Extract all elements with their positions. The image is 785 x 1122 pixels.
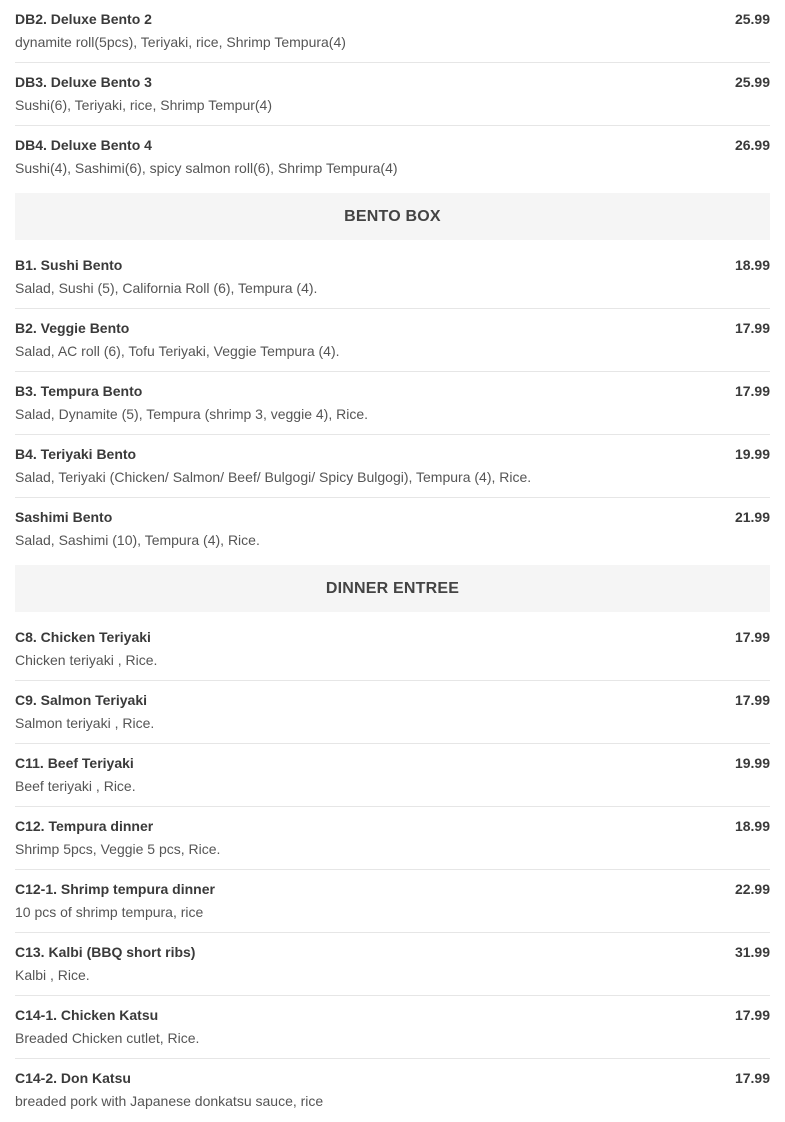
menu-item[interactable] xyxy=(15,1059,770,1122)
menu-item[interactable] xyxy=(15,744,770,807)
item-price: 31.99 xyxy=(734,944,770,960)
item-name: C14-1. Chicken Katsu xyxy=(15,1007,159,1023)
item-price: 26.99 xyxy=(734,137,770,153)
item-description: Beef teriyaki , Rice. xyxy=(15,778,136,794)
item-description: Kalbi , Rice. xyxy=(15,967,90,983)
item-price: 19.99 xyxy=(734,755,770,771)
menu-item[interactable] xyxy=(15,435,770,498)
menu-item[interactable] xyxy=(15,996,770,1059)
item-description: Salad, AC roll (6), Tofu Teriyaki, Veggie Tempura (4). xyxy=(15,343,340,359)
menu-item[interactable] xyxy=(15,618,770,681)
item-name: DB3. Deluxe Bento 3 xyxy=(15,74,152,90)
item-price: 25.99 xyxy=(734,74,770,90)
item-name: B2. Veggie Bento xyxy=(15,320,130,336)
item-name: C11. Beef Teriyaki xyxy=(15,755,134,771)
item-name: B4. Teriyaki Bento xyxy=(15,446,137,462)
item-name: Sashimi Bento xyxy=(15,509,113,525)
item-name: B3. Tempura Bento xyxy=(15,383,143,399)
menu-item[interactable] xyxy=(15,372,770,435)
item-price: 21.99 xyxy=(734,509,770,525)
menu-item[interactable] xyxy=(15,498,770,561)
item-price: 18.99 xyxy=(734,257,770,273)
item-name: C8. Chicken Teriyaki xyxy=(15,629,151,645)
menu-item[interactable] xyxy=(15,681,770,744)
item-name: C14-2. Don Katsu xyxy=(15,1070,131,1086)
item-description: dynamite roll(5pcs), Teriyaki, rice, Shrimp Tempura(4) xyxy=(15,34,346,50)
menu-item[interactable] xyxy=(15,309,770,372)
item-description: Salad, Sushi (5), California Roll (6), Tempura (4). xyxy=(15,280,318,296)
item-price: 17.99 xyxy=(734,320,770,336)
item-description: Sushi(4), Sashimi(6), spicy salmon roll(6), Shrimp Tempura(4) xyxy=(15,160,398,176)
item-price: 17.99 xyxy=(734,692,770,708)
item-price: 17.99 xyxy=(734,1070,770,1086)
item-price: 18.99 xyxy=(734,818,770,834)
menu-item[interactable] xyxy=(15,126,770,189)
item-price: 17.99 xyxy=(734,1007,770,1023)
item-name: C13. Kalbi (BBQ short ribs) xyxy=(15,944,196,960)
item-description: Chicken teriyaki , Rice. xyxy=(15,652,158,668)
item-price: 17.99 xyxy=(734,629,770,645)
item-name: C12. Tempura dinner xyxy=(15,818,154,834)
menu-item[interactable] xyxy=(15,246,770,309)
item-description: Sushi(6), Teriyaki, rice, Shrimp Tempur(4) xyxy=(15,97,273,113)
menu-item[interactable] xyxy=(15,807,770,870)
item-name: DB2. Deluxe Bento 2 xyxy=(15,11,152,27)
menu-item[interactable] xyxy=(15,870,770,933)
item-price: 17.99 xyxy=(734,383,770,399)
section-header-bento-box: BENTO BOX xyxy=(15,193,770,240)
menu-item[interactable] xyxy=(15,63,770,126)
item-name: DB4. Deluxe Bento 4 xyxy=(15,137,152,153)
menu-item[interactable] xyxy=(15,933,770,996)
item-price: 22.99 xyxy=(734,881,770,897)
item-price: 25.99 xyxy=(734,11,770,27)
item-description: Salmon teriyaki , Rice. xyxy=(15,715,155,731)
section-header-dinner-entree: DINNER ENTREE xyxy=(15,565,770,612)
item-name: C9. Salmon Teriyaki xyxy=(15,692,148,708)
item-description: Salad, Dynamite (5), Tempura (shrimp 3, veggie 4), Rice. xyxy=(15,406,368,422)
item-price: 19.99 xyxy=(734,446,770,462)
item-description: Salad, Sashimi (10), Tempura (4), Rice. xyxy=(15,532,260,548)
item-description: Shrimp 5pcs, Veggie 5 pcs, Rice. xyxy=(15,841,221,857)
item-description: Breaded Chicken cutlet, Rice. xyxy=(15,1030,200,1046)
item-description: breaded pork with Japanese donkatsu sauce, rice xyxy=(15,1093,324,1109)
item-name: C12-1. Shrimp tempura dinner xyxy=(15,881,215,897)
menu-item[interactable] xyxy=(15,0,770,63)
item-description: Salad, Teriyaki (Chicken/ Salmon/ Beef/ Bulgogi/ Spicy Bulgogi), Tempura (4), Rice. xyxy=(15,469,532,485)
item-name: B1. Sushi Bento xyxy=(15,257,123,273)
item-description: 10 pcs of shrimp tempura, rice xyxy=(15,904,204,920)
